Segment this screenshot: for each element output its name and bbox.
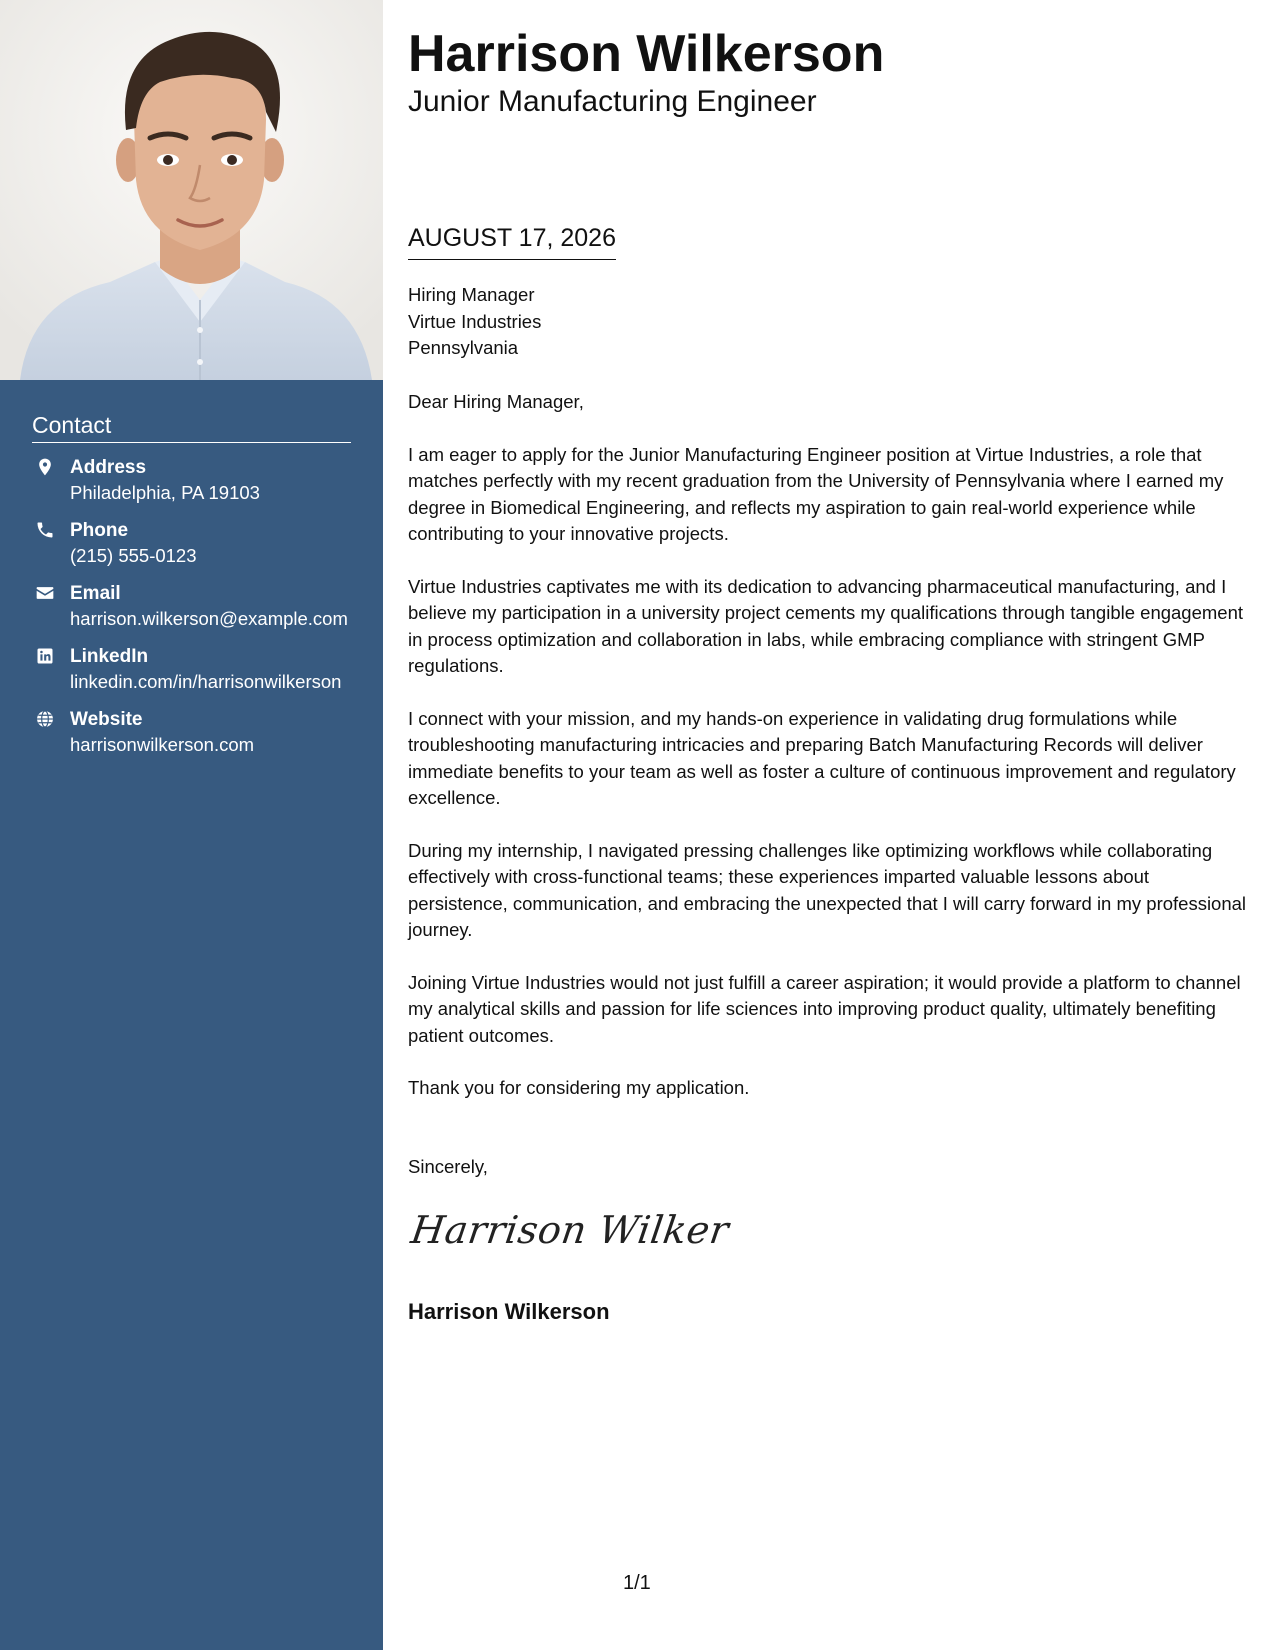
letter-paragraph: I am eager to apply for the Junior Manufacturing Engineer position at Virtue Industries, a role that matches perfectly with my recent graduation from the University of Pennsylvania where I earned my degree in Biomedical Engineering, and reflects my aspiration to gain real-world experience while contributing to your innovative projects. [408,443,1224,544]
location-pin-icon [32,455,70,505]
contact-label-address: Address [70,457,147,478]
contact-value-linkedin[interactable]: linkedin.com/in/harrisonwilkerson [70,671,342,692]
globe-icon [32,707,70,757]
phone-icon [32,518,70,568]
recipient-line: Pennsylvania [408,337,519,358]
letter-paragraph: I connect with your mission, and my hands-on experience in validating drug formulations while troubleshooting manufacturing intricacies and preparing Batch Manufacturing Records will deliver immediate benefits to your team as well as foster a culture of continuous improvement and regulatory excellence. [408,707,1236,808]
handwritten-signature: Harrison Wilker [408,1208,732,1252]
linkedin-icon [32,644,70,694]
letter-paragraph: Joining Virtue Industries would not just fulfill a career aspiration; it would provide a platform to channel my analytical skills and passion for life sciences into improving product quality, ultimately benefiting patient outcomes. [408,971,1241,1046]
portrait-illustration [0,0,383,380]
contact-label-email: Email [70,583,121,604]
contact-value-phone[interactable]: (215) 555-0123 [70,545,197,566]
contact-value-email[interactable]: harrison.wilkerson@example.com [70,608,348,629]
letter-date: AUGUST 17, 2026 [408,222,616,260]
letter-paragraph: Thank you for considering my application. [408,1077,750,1098]
recipient-line: Hiring Manager [408,284,535,305]
contact-item-email [32,581,351,631]
salutation: Dear Hiring Manager, [408,391,584,412]
letter-paragraph: Virtue Industries captivates me with its dedication to advancing pharmaceutical manufacturing, and I believe my participation in a university project cements my qualifications through tangible engagement in process optimization and collaboration in labs, while embracing compliance with stringent GMP regulations. [408,575,1244,676]
applicant-name: Harrison Wilkerson [408,25,885,83]
contact-label-phone: Phone [70,520,129,541]
contact-label-website: Website [70,709,143,730]
contact-value-address: Philadelphia, PA 19103 [70,482,260,503]
contact-item-phone [32,518,351,568]
contact-item-linkedin [32,644,351,694]
closing: Sincerely, [408,1156,488,1177]
signed-name: Harrison Wilkerson [408,1299,610,1324]
letter-body [408,389,1253,1128]
job-title: Junior Manufacturing Engineer [408,85,817,118]
contact-label-linkedin: LinkedIn [70,646,149,667]
contact-section [32,412,351,770]
letter-paragraph: During my internship, I navigated pressing challenges like optimizing workflows while collaborating effectively with cross-functional teams; these experiences imparted valuable lessons about persistence, communication, and embracing the unexpected that I will carry forward in my professional journey. [408,839,1247,940]
contact-item-address [32,455,351,505]
contact-value-website[interactable]: harrisonwilkerson.com [70,734,255,755]
profile-photo [0,0,383,380]
recipient-line: Virtue Industries [408,310,542,332]
contact-heading: Contact [32,412,351,443]
recipient-block [408,282,541,362]
contact-item-website [32,707,351,757]
page-number: 1/1 [623,1572,651,1594]
envelope-icon [32,581,70,631]
sidebar [0,0,383,1650]
